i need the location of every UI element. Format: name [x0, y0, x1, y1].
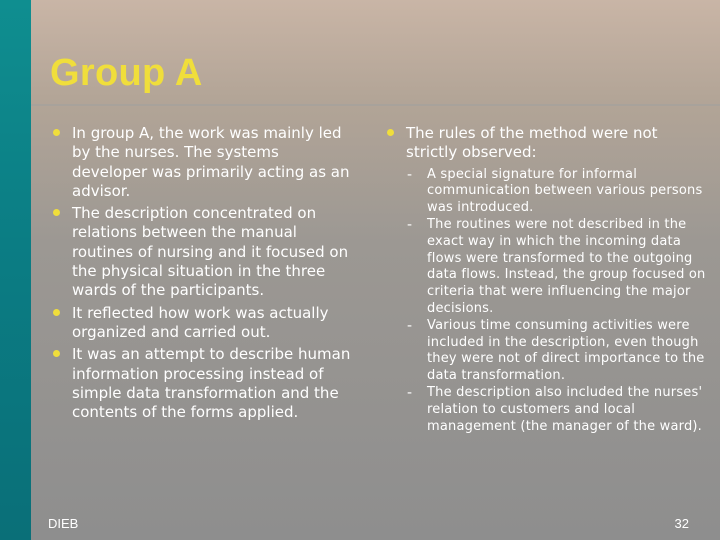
sub-bullet-text: A special signature for informal communication between various persons was introduced. [427, 166, 703, 216]
left-accent-strip [0, 0, 31, 540]
footer-label: DIEB [48, 516, 79, 531]
sub-bullet-item [406, 167, 706, 217]
sub-bullet-text: The routines were not described in the exact way in which the incoming data flows were transformed to the outgoing data flows. Instead, the group focused on criteria that were influencing the major decisions. [427, 216, 706, 316]
sub-bullet-text: The description also included the nurses' relation to customers and local management (the manager of the ward). [427, 384, 703, 434]
bullet-item [50, 204, 358, 300]
dash-marker: - [407, 166, 413, 183]
bullet-item [384, 124, 706, 435]
sub-bullet-item [406, 385, 706, 435]
bullet-item [50, 304, 358, 343]
dash-marker: - [407, 317, 413, 334]
left-bullet-list [50, 124, 358, 422]
left-column [50, 124, 358, 425]
bullet-text: In group A, the work was mainly led by the nurses. The systems developer was primarily acting as an advisor. [72, 124, 350, 200]
bullet-dot-icon [53, 309, 60, 316]
bullet-text: It was an attempt to describe human information processing instead of simple data transformation and the contents of the forms applied. [72, 345, 351, 422]
page-number: 32 [674, 516, 689, 531]
sub-bullet-item [406, 217, 706, 318]
sub-bullet-list [406, 167, 706, 436]
bullet-dot-icon [387, 129, 394, 136]
bullet-text: It reflected how work was actually organized and carried out. [72, 303, 329, 341]
bullet-dot-icon [53, 209, 60, 216]
title-divider [31, 104, 720, 106]
bullet-dot-icon [53, 350, 60, 357]
dash-marker: - [407, 216, 413, 233]
bullet-text: The description concentrated on relations between the manual routines of nursing and it focused on the physical situation in the three wards of the participants. [72, 204, 349, 300]
bullet-dot-icon [53, 129, 60, 136]
slide-title: Group A [50, 52, 203, 94]
bullet-text: The rules of the method were not strictly observed: [406, 124, 658, 162]
right-column [384, 124, 706, 438]
dash-marker: - [407, 384, 413, 401]
right-bullet-list [384, 124, 706, 435]
bullet-item [50, 345, 358, 422]
bullet-item [50, 124, 358, 201]
sub-bullet-text: Various time consuming activities were included in the description, even though they were not of direct importance to the data transformation. [427, 317, 705, 384]
sub-bullet-item [406, 318, 706, 385]
